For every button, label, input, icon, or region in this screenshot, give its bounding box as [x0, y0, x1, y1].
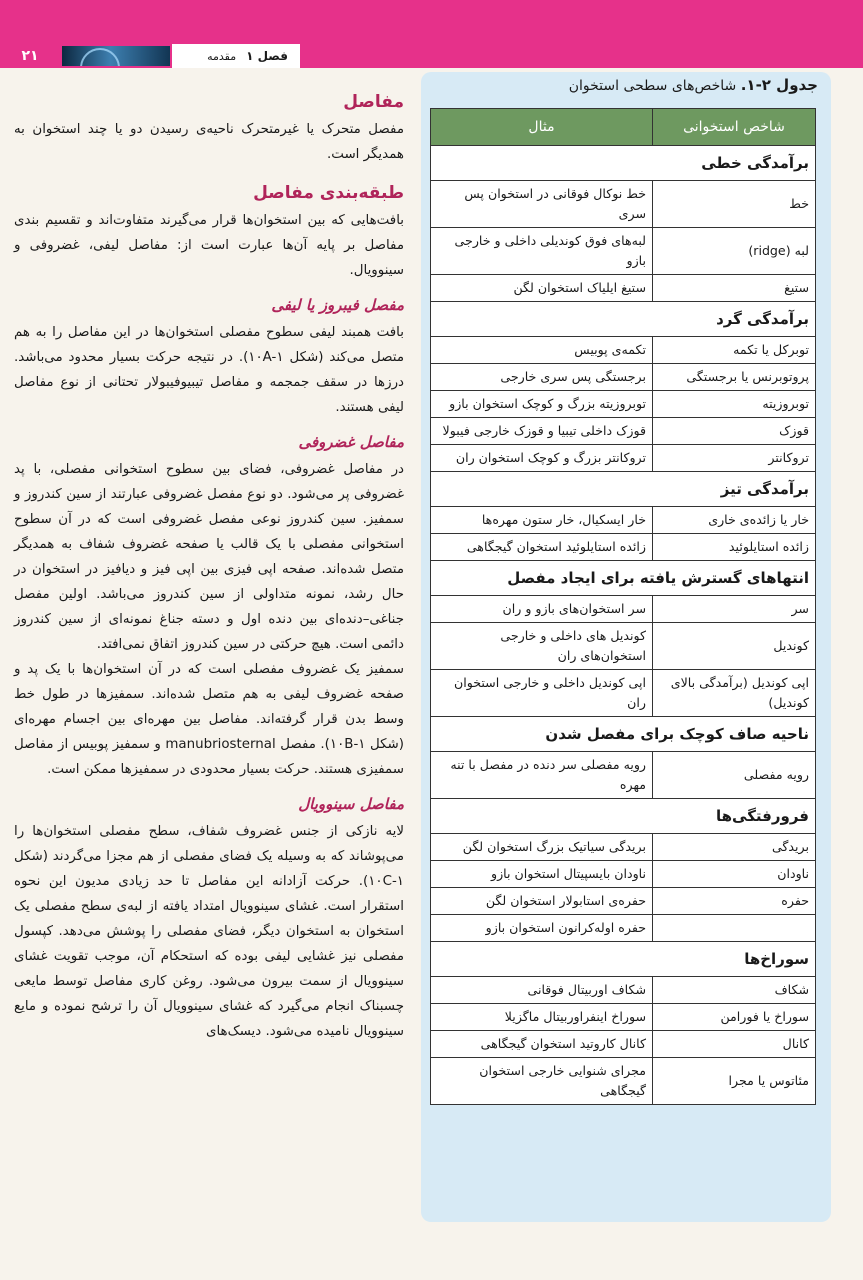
table-row [431, 445, 816, 472]
example-cell: اپی کوندیل داخلی و خارجی استخوان ران [431, 670, 653, 717]
table-row [431, 752, 816, 799]
marking-cell: زائده استایلوئید [653, 534, 816, 561]
marking-cell: شکاف [653, 977, 816, 1004]
table-row [431, 391, 816, 418]
marking-cell: توبرکل یا تکمه [653, 337, 816, 364]
category-title: سوراخ‌ها [431, 942, 816, 977]
para-fibrous: بافت همبند لیفی سطوح مفصلی استخوان‌ها در این مفاصل را به هم متصل می‌کند (شکل ۱۰A-۱). در نتیجه حرکت بسیار محدود می‌باشد. درزها در سقف جمجمه و مفاصل تیبیوفیبولار تحتانی از نوع مفاصل لیفی هستند. [14, 325, 404, 415]
table-category-row [431, 302, 816, 337]
example-cell: مجرای شنوایی خارجی استخوان گیجگاهی [431, 1058, 653, 1105]
example-cell: خار ایسکیال، خار ستون مهره‌ها [431, 507, 653, 534]
example-cell: ناودان بایسپیتال استخوان بازو [431, 861, 653, 888]
chapter-label: فصل ۱ [246, 49, 288, 63]
table-row [431, 337, 816, 364]
category-title: فرورفتگی‌ها [431, 799, 816, 834]
table-category-row [431, 799, 816, 834]
example-cell: سر استخوان‌های بازو و ران [431, 596, 653, 623]
page-number: ۲۱ [0, 44, 60, 68]
table-row [431, 861, 816, 888]
category-title: برآمدگی گرد [431, 302, 816, 337]
table-row [431, 1031, 816, 1058]
example-cell: تروکانتر بزرگ و کوچک استخوان ران [431, 445, 653, 472]
table-category-row [431, 472, 816, 507]
table-caption [430, 76, 818, 94]
table-row [431, 888, 816, 915]
example-cell: ستیغ ایلیاک استخوان لگن [431, 275, 653, 302]
heading-joints: مفاصل [343, 92, 404, 112]
example-cell: توبروزیته بزرگ و کوچک استخوان بازو [431, 391, 653, 418]
table-category-row [431, 942, 816, 977]
marking-cell: خار یا زائده‌ی خاری [653, 507, 816, 534]
table-row [431, 977, 816, 1004]
example-cell: سوراخ اینفراوربیتال ماگزیلا [431, 1004, 653, 1031]
header-chapter-box [172, 44, 300, 68]
header-thumbnail-image [62, 46, 170, 66]
heading-cartilaginous: مفاصل غضروفی [298, 433, 404, 451]
table-row [431, 623, 816, 670]
heading-fibrous: مفصل فیبروز یا لیفی [271, 296, 404, 314]
category-title: انتهاهای گسترش یافته برای ایجاد مفصل [431, 561, 816, 596]
marking-cell: خط [653, 181, 816, 228]
example-cell: قوزک داخلی تیبیا و قوزک خارجی فیبولا [431, 418, 653, 445]
example-cell: شکاف اوربیتال فوقانی [431, 977, 653, 1004]
table-row [431, 181, 816, 228]
table-row [431, 418, 816, 445]
marking-cell: توبروزیته [653, 391, 816, 418]
table-row [431, 834, 816, 861]
table-category-row [431, 561, 816, 596]
table-row [431, 364, 816, 391]
table-row [431, 915, 816, 942]
table-row [431, 534, 816, 561]
column-header-marking: شاخص استخوانی [653, 109, 816, 146]
example-cell: برجستگی پس سری خارجی [431, 364, 653, 391]
para-symphysis: سمفیز یک غضروف مفصلی است که در آن استخوان‌ها با یک پد و صفحه غضروف لیفی به هم متصل شده‌اند. سمفیزها در طول خط وسط بدن قرار گرفته‌اند. مفاصل بین مهره‌ای بین اجسام مهره‌ای (شکل ۱۰B-۱). مفصل manubriosternal و سمفیز پوبیس از مفاصل سمفیزی هستند. حرکت بسیار محدودی در سمفیزها ممکن است. [14, 662, 404, 777]
category-title: ناحیه صاف کوچک برای مفصل شدن [431, 717, 816, 752]
example-cell: زائده استایلوئید استخوان گیجگاهی [431, 534, 653, 561]
table-category-row [431, 717, 816, 752]
table-row [431, 275, 816, 302]
marking-cell: مئاتوس یا مجرا [653, 1058, 816, 1105]
table-caption-label: جدول ۲-۱. [740, 76, 818, 94]
example-cell: بریدگی سیاتیک بزرگ استخوان لگن [431, 834, 653, 861]
body-text-column [14, 90, 404, 1044]
example-cell: خط نوکال فوقانی در استخوان پس سری [431, 181, 653, 228]
example-cell: رویه مفصلی سر دنده در مفصل با تنه مهره [431, 752, 653, 799]
table-row [431, 507, 816, 534]
marking-cell: حفره [653, 888, 816, 915]
marking-cell [653, 915, 816, 942]
section-label: مقدمه [207, 49, 237, 63]
heading-synovial: مفاصل سینوویال [298, 795, 404, 813]
marking-cell: تروکانتر [653, 445, 816, 472]
column-header-example: مثال [431, 109, 653, 146]
marking-cell: اپی کوندیل (برآمدگی بالای کوندیل) [653, 670, 816, 717]
marking-cell: سوراخ یا فورامن [653, 1004, 816, 1031]
example-cell: حفره اوله‌کرانون استخوان بازو [431, 915, 653, 942]
category-title: برآمدگی خطی [431, 146, 816, 181]
table-row [431, 1004, 816, 1031]
marking-cell: پروتوبرنس یا برجستگی [653, 364, 816, 391]
top-color-band [0, 0, 863, 44]
marking-cell: سر [653, 596, 816, 623]
marking-cell: رویه مفصلی [653, 752, 816, 799]
heading-classification: طبقه‌بندی مفاصل [253, 183, 404, 203]
marking-cell: کانال [653, 1031, 816, 1058]
category-title: برآمدگی تیز [431, 472, 816, 507]
table-caption-text: شاخص‌های سطحی استخوان [568, 78, 737, 94]
table-category-row [431, 146, 816, 181]
marking-cell: بریدگی [653, 834, 816, 861]
marking-cell: قوزک [653, 418, 816, 445]
marking-cell: لبه (ridge) [653, 228, 816, 275]
example-cell: کوندیل های داخلی و خارجی استخوان‌های ران [431, 623, 653, 670]
marking-cell: کوندیل [653, 623, 816, 670]
table-row [431, 228, 816, 275]
table-row [431, 596, 816, 623]
example-cell: کانال کاروتید استخوان گیجگاهی [431, 1031, 653, 1058]
surface-markings-table [430, 108, 816, 1105]
example-cell: حفره‌ی استابولار استخوان لگن [431, 888, 653, 915]
marking-cell: ناودان [653, 861, 816, 888]
para-cartilaginous: در مفاصل غضروفی، فضای بین سطوح استخوانی مفصلی، با پد غضروفی پر می‌شود. دو نوع مفصل غضروفی عبارتند از سین کندروز و سمفیز. سین کندروز نوعی مفصل غضروفی است که در آن سطوح استخوانی مفصلی با یک قالب یا صفحه غضروف شفاف به همدیگر متصل شده‌اند. صفحه اپی فیزی بین اپی فیز و دیافیز در استخوان در حال رشد، نمونه متداولی از سین کندروز می‌باشد. اولین مفصل جناغی–دنده‌ای بین دنده اول و دسته جناغ نمونه‌ای از سین کندروز دائمی است. هیچ حرکتی در سین کندروز اتفاق نمی‌افتد. [14, 462, 404, 652]
para-classification: بافت‌هایی که بین استخوان‌ها قرار می‌گیرند متفاوت‌اند و تقسیم بندی مفاصل بر پایه آن‌ها عبارت است از: مفاصل لیفی، غضروفی و سینوویال. [14, 213, 404, 278]
para-intro: مفصل متحرک یا غیرمتحرک ناحیه‌ی رسیدن دو یا چند استخوان به همدیگر است. [14, 122, 404, 162]
para-synovial: لایه نازکی از جنس غضروف شفاف، سطح مفصلی استخوان‌ها را می‌پوشاند که به وسیله یک فضای مفصلی از هم مجزا می‌گردند (شکل ۱۰C-۱). حرکت آزادانه این مفاصل تا حد زیادی مدیون این نحوه استقرار است. غشای سینوویال امتداد یافته از لبه‌ی سطح مفصلی یک استخوان به استخوان دیگر، فضای مفصلی را پوشش می‌دهد. کپسول مفصلی نیز غشایی لیفی بوده که استحکام آن، موجب تقویت غشای سینوویال از سمت بیرون می‌شود. روغن کاری مفاصل توسط مایعی چسبناک انجام می‌گیرد که غشای سینوویال آن را ترشح نموده و مایع سینوویال نامیده می‌شود. دیسک‌های [14, 824, 404, 1039]
example-cell: تکمه‌ی پوبیس [431, 337, 653, 364]
example-cell: لبه‌های فوق کوندیلی داخلی و خارجی بازو [431, 228, 653, 275]
marking-cell: ستیغ [653, 275, 816, 302]
table-row [431, 670, 816, 717]
table-header-row [431, 109, 816, 146]
table-row [431, 1058, 816, 1105]
